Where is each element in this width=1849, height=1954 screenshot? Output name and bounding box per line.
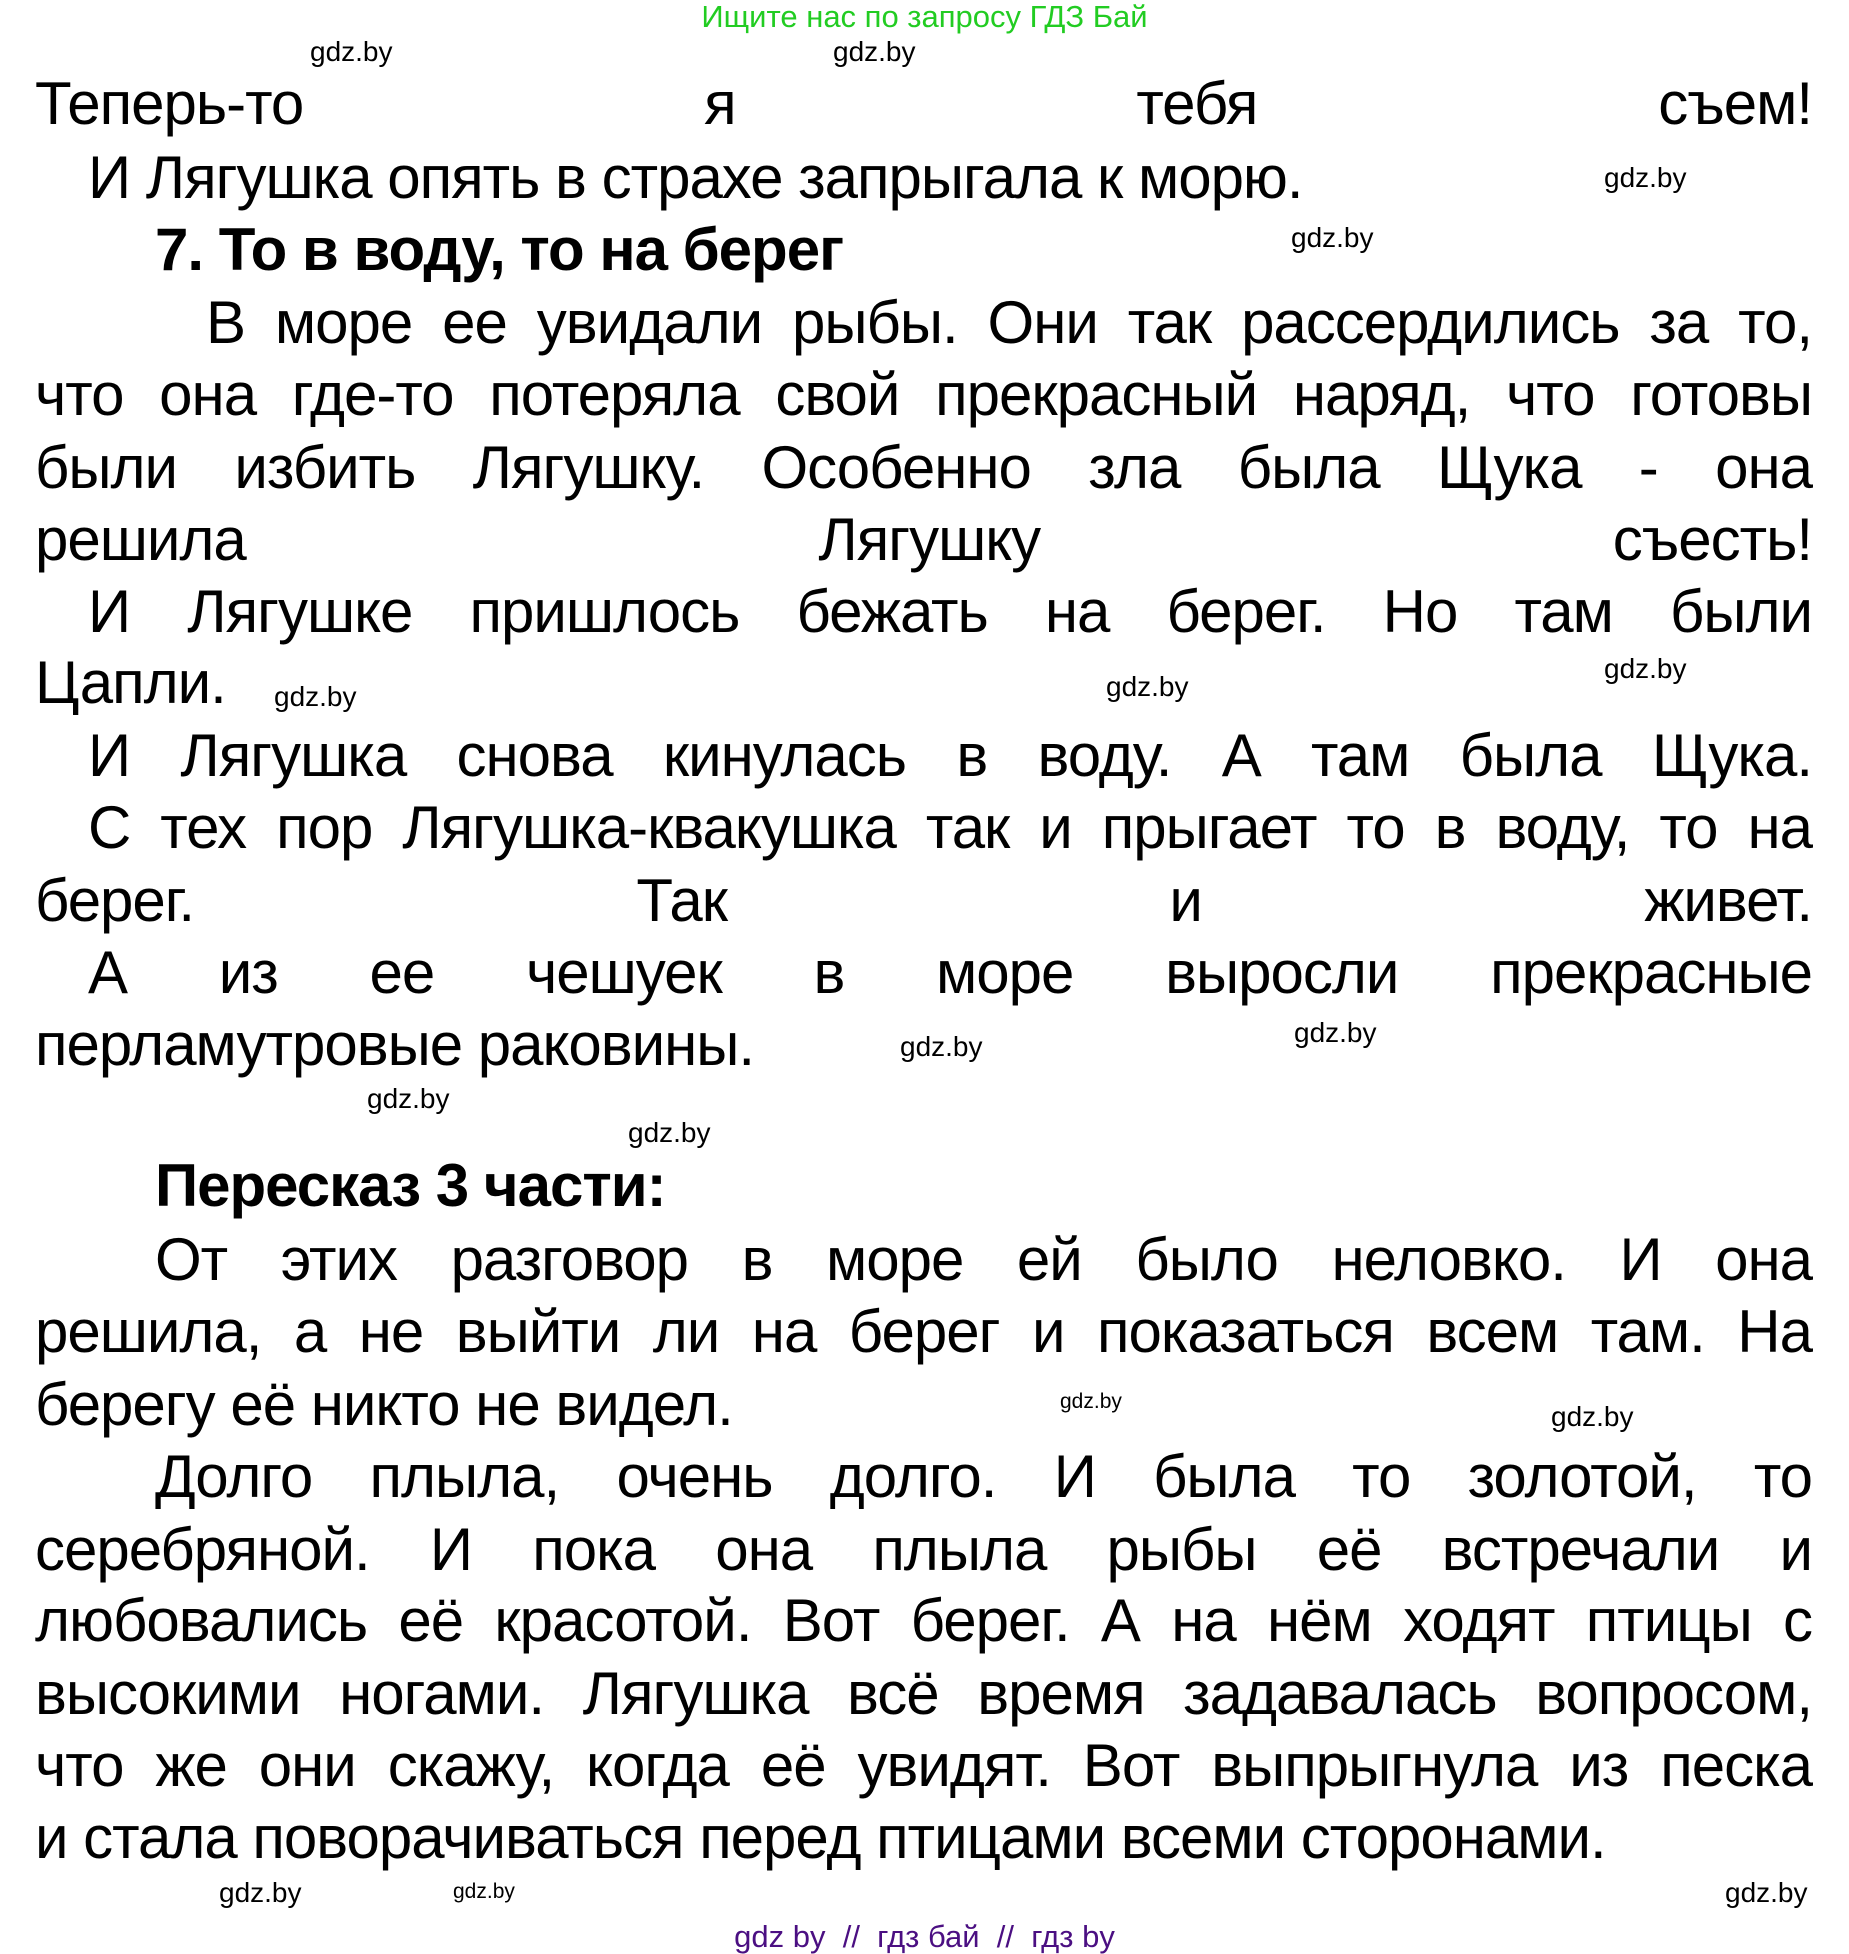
watermark: gdz.by bbox=[367, 1083, 450, 1114]
text-line: берег. Так и живет. bbox=[35, 867, 1812, 934]
watermark: gdz.by bbox=[1604, 653, 1687, 684]
text-line: что она где-то потеряла свой прекрасный наряд, что готовы bbox=[35, 361, 1812, 428]
text-line: берегу её никто не видел. bbox=[35, 1371, 733, 1438]
watermark: gdz.by bbox=[1291, 222, 1374, 253]
text-line: серебряной. И пока она плыла рыбы её встречали и bbox=[35, 1516, 1812, 1583]
text-line: От этих разговор в море ей было неловко. И она bbox=[155, 1226, 1812, 1293]
watermark: gdz.by bbox=[1060, 1390, 1122, 1413]
text-line: Цапли. bbox=[35, 649, 226, 716]
text-line: были избить Лягушку. Особенно зла была Щука - она bbox=[35, 434, 1812, 501]
watermark: gdz.by bbox=[900, 1031, 983, 1062]
footer-links: gdz by // гдз бай // гдз by bbox=[734, 1919, 1115, 1954]
watermark: gdz.by bbox=[833, 36, 916, 67]
text-line: Теперь-то я тебя съем! bbox=[35, 70, 1812, 137]
text-line: решила Лягушку съесть! bbox=[35, 506, 1812, 573]
text-line: что же они скажу, когда её увидят. Вот выпрыгнула из песка bbox=[35, 1732, 1812, 1799]
text-line: и стала поворачиваться перед птицами всеми сторонами. bbox=[35, 1804, 1606, 1871]
watermark: gdz.by bbox=[1106, 671, 1189, 702]
watermark: gdz.by bbox=[453, 1880, 515, 1903]
watermark: gdz.by bbox=[1604, 162, 1687, 193]
watermark: gdz.by bbox=[1551, 1401, 1634, 1432]
header-banner: Ищите нас по запросу ГДЗ Бай bbox=[701, 0, 1148, 34]
watermark: gdz.by bbox=[1294, 1017, 1377, 1048]
text-line: И Лягушке пришлось бежать на берег. Но там были bbox=[88, 578, 1812, 645]
text-line: любовались её красотой. Вот берег. А на нём ходят птицы с bbox=[35, 1587, 1812, 1654]
watermark: gdz.by bbox=[310, 36, 393, 67]
text-line: Долго плыла, очень долго. И была то золотой, то bbox=[155, 1443, 1812, 1510]
text-line: С тех пор Лягушка-квакушка так и прыгает то в воду, то на bbox=[88, 794, 1812, 861]
watermark: gdz.by bbox=[628, 1117, 711, 1148]
text-line: высокими ногами. Лягушка всё время задавалась вопросом, bbox=[35, 1660, 1812, 1727]
section-heading: 7. То в воду, то на берег bbox=[155, 216, 844, 283]
text-line: И Лягушка снова кинулась в воду. А там была Щука. bbox=[88, 722, 1812, 789]
text-line: решила, а не выйти ли на берег и показаться всем там. На bbox=[35, 1298, 1812, 1365]
text-line: А из ее чешуек в море выросли прекрасные bbox=[88, 939, 1812, 1006]
text-line: перламутровые раковины. bbox=[35, 1011, 755, 1078]
watermark: gdz.by bbox=[274, 681, 357, 712]
watermark: gdz.by bbox=[219, 1877, 302, 1908]
text-line: В море ее увидали рыбы. Они так рассердились за то, bbox=[206, 289, 1812, 356]
watermark: gdz.by bbox=[1725, 1877, 1808, 1908]
text-line: И Лягушка опять в страхе запрыгала к морю. bbox=[88, 144, 1303, 211]
section-heading: Пересказ 3 части: bbox=[155, 1152, 666, 1219]
